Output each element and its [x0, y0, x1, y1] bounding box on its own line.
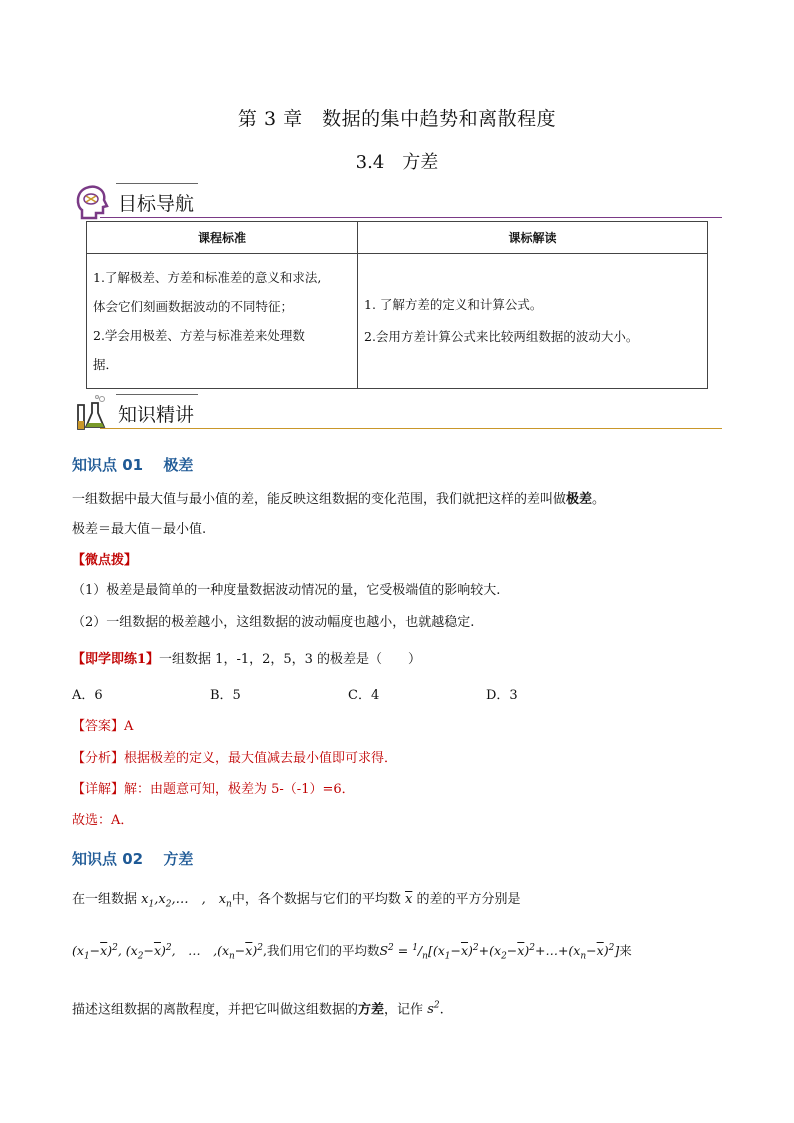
tip-label: 【微点拨】: [72, 553, 138, 568]
lab-flask-icon: [72, 393, 112, 433]
table-cell-standard: 1.了解极差、方差和标准差的意义和求法, 体会它们刻画数据波动的不同特征； 2.学会用极差、方差与标准差来处理数 据．: [87, 254, 358, 389]
answer-line: 【答案】A: [72, 719, 134, 734]
conclusion-line: 故选：A．: [72, 813, 134, 828]
range-formula: 极差＝最大值－最小值.: [72, 522, 207, 537]
chapter-title: 第 3 章 数据的集中趋势和离散程度: [237, 108, 557, 130]
table-cell-interpretation: 1. 了解方差的定义和计算公式。 2.会用方差计算公式来比较两组数据的波动大小。: [358, 254, 708, 389]
table-header-row: [87, 222, 708, 254]
variance-symbol: $s^2$: [427, 1001, 440, 1018]
option-c: C．4: [348, 688, 380, 703]
mean-symbol: $\overline{x}$: [405, 892, 413, 907]
section-header-knowledge: [72, 393, 722, 433]
detail-line: 【详解】解：由题意可知，极差为 5-（-1）=6．: [72, 782, 355, 797]
analysis-line: 【分析】根据极差的定义，最大值减去最小值即可求得．: [72, 751, 398, 766]
standards-table: [86, 221, 708, 389]
option-a: A．6: [72, 688, 103, 703]
section-title-knowledge: 知识精讲: [118, 404, 195, 426]
variance-text-line1: 在一组数据 $x_1,x_2,\dots$ , $x_n$中，各个数据与它们的平均数 $\overline{x}$ 的差的平方分别是: [72, 892, 521, 910]
section-top-rule: [116, 183, 198, 184]
exercise-1: 【即学即练1】一组数据 1，-1，2，5，3 的极差是（ ）: [72, 652, 422, 667]
section-header-goals: [72, 182, 722, 222]
option-b: B．5: [210, 688, 241, 703]
tip-item: （2）一组数据的极差越小，这组数据的波动幅度也越小，也就越稳定.: [72, 615, 475, 630]
section-title: 3.4 方差: [355, 152, 439, 173]
variance-formula: $S^2$ = $^1/_n[(x_1-\overline{x})^2+(x_2-\overline{x})^2+\dots+(x_n-\overline{x})^2]$: [379, 943, 620, 962]
exercise-options: [72, 686, 672, 706]
table-row: [87, 254, 708, 389]
option-d: D．3: [486, 688, 518, 703]
knowledge-point-02-heading: 知识点 02 方差: [72, 850, 194, 868]
data-sequence-formula: $x_1,x_2,\dots$ , $x_n$: [141, 892, 232, 910]
range-definition: 一组数据中最大值与最小值的差，能反映这组数据的变化范围，我们就把这样的差叫做极差。: [72, 492, 606, 507]
squared-deviations-formula: $(x_1-\overline{x})^2$, $(x_2-\overline{x})^2$, … $,(x_n-\overline{x})^2$: [72, 943, 263, 962]
section-top-rule: [116, 394, 198, 395]
section-underline: [100, 428, 722, 429]
section-underline: [100, 217, 722, 218]
table-header-interpretation: 课标解读: [358, 222, 708, 254]
knowledge-point-01-heading: 知识点 01 极差: [72, 456, 194, 474]
section-title-goals: 目标导航: [118, 193, 195, 215]
head-brain-icon: [72, 182, 112, 222]
variance-text-line3: 描述这组数据的离散程度，并把它叫做这组数据的方差，记作 $s^2$.: [72, 1001, 444, 1018]
table-header-standard: 课程标准: [87, 222, 358, 254]
variance-text-line2: $(x_1-\overline{x})^2$, $(x_2-\overline{x})^2$, … $,(x_n-\overline{x})^2$,我们用它们的平均数$S^2$ = $^1/_n[(x_1-\overline{x})^2+(x_2-\overline{x})^2+\dots+(x_n-\overline{x})^2]$来: [72, 943, 632, 962]
tip-item: （1）极差是最简单的一种度量数据波动情况的量，它受极端值的影响较大.: [72, 583, 501, 598]
